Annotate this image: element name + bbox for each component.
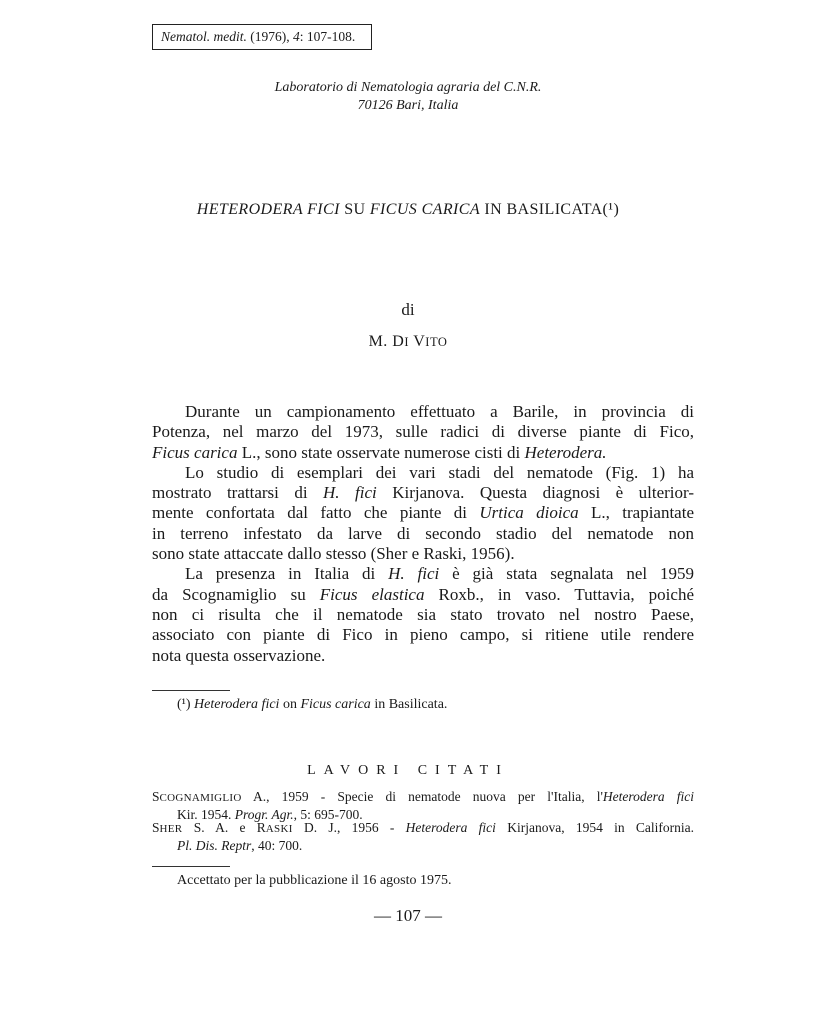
text-line: associato con piante di Fico in pieno campo, si ritiene utile rendere (152, 625, 694, 645)
text-span: mente confortata dal fatto che piante di (152, 503, 480, 523)
journal-pages: : 107-108. (299, 29, 356, 44)
title-part-4: IN BASILICATA (480, 201, 603, 218)
footnote-mark: (¹) (177, 697, 191, 712)
reference-line (152, 789, 694, 807)
paper-title (0, 201, 816, 219)
author-initial: M. D (368, 333, 405, 350)
author-surname-b-small: ITO (425, 335, 448, 349)
text-line: Lo studio di esemplari dei vari stadi del nematode (Fig. 1) ha (185, 462, 694, 482)
text-line (152, 443, 694, 463)
title-part-2: SU (339, 201, 370, 218)
text-span: La presenza in Italia di (185, 564, 389, 584)
text-span: Roxb., in vaso. Tuttavia, poiché (424, 584, 694, 604)
italic-text: Heterodera fici (194, 697, 280, 712)
reference-item (152, 789, 694, 822)
text-span: in Basilicata. (370, 697, 448, 712)
references-heading: LAVORI CITATI (307, 763, 509, 778)
text-line: nota questa osservazione. (152, 645, 326, 665)
acceptance-note: Accettato per la pubblicazione il 16 agosto 1975. (177, 873, 452, 888)
title-part-1: HETERODERA FICI (196, 201, 340, 218)
journal-year: (1976), (246, 29, 293, 44)
text-span: mostrato trattarsi di (152, 483, 324, 503)
text-span: , 40: 700. (251, 837, 303, 853)
footnote (177, 697, 447, 713)
author-smallcaps: HER (159, 823, 183, 835)
italic-text: Ficus elastica (319, 584, 425, 604)
journal-name: Nematol. medit. (161, 29, 247, 44)
title-footnote-mark: (¹) (602, 201, 620, 218)
italic-text: H. fici (388, 564, 440, 584)
body-text (152, 402, 694, 666)
text-line: in terreno infestato da larve di secondo stadio del nematode non (152, 523, 694, 543)
affiliation-line-1: Laboratorio di Nematologia agraria del C.N.R. (274, 80, 542, 95)
accepted-divider (152, 866, 230, 867)
italic-text: H. fici (323, 483, 377, 503)
text-span: Kirjanova. Questa diagnosi è ulterior- (376, 483, 694, 503)
author-surname-b: V (409, 333, 426, 350)
text-line: Durante un campionamento effettuato a Barile, in provincia di (185, 402, 694, 421)
page-number: — 107 — (374, 906, 442, 925)
reference-item (152, 820, 694, 853)
text-line (152, 585, 694, 605)
reference-line (152, 838, 694, 854)
italic-text: Heterodera fici (602, 789, 694, 804)
text-span: L., trapiantate (578, 503, 694, 523)
text-span: A., 1959 - Specie di nematode nuova per l'Italia, l' (241, 789, 603, 804)
byline-di: di (401, 300, 415, 319)
italic-text: Heterodera fici (405, 820, 496, 835)
text-line (152, 503, 694, 523)
text-span: S. A. e (182, 820, 257, 835)
text-span: on (279, 697, 301, 712)
journal-citation-box (152, 24, 372, 50)
text-line (152, 483, 694, 503)
italic-text: Urtica dioica (479, 503, 579, 523)
text-line: Potenza, nel marzo del 1973, sulle radici di diverse piante di Fico, (152, 422, 694, 442)
italic-text: Pl. Dis. Reptr (177, 837, 252, 853)
text-span: D. J., 1956 - (292, 820, 406, 835)
affiliation-line-2: 70126 Bari, Italia (357, 98, 459, 113)
text-span: Kir. 1954. (177, 806, 235, 822)
text-line: sono state attaccate dallo stesso (Sher e Raski, 1956). (152, 544, 515, 564)
author-smallcaps: ASKI (265, 823, 293, 835)
journal-volume: 4 (293, 29, 300, 44)
italic-text: Ficus carica (152, 442, 238, 462)
text-line (152, 564, 694, 584)
italic-text: Ficus carica (300, 697, 371, 712)
author-surname-a: I (404, 335, 410, 349)
author-cap: S (152, 789, 160, 804)
italic-text: Heterodera. (524, 442, 607, 462)
author-cap: R (256, 820, 266, 835)
author-smallcaps: COGNAMIGLIO (159, 792, 242, 804)
author-name (0, 333, 816, 351)
reference-line (152, 820, 694, 838)
text-span: L., sono state osservate numerose cisti di (237, 442, 525, 462)
text-line: non ci risulta che il nematode sia stato trovato nel nostro Paese, (152, 604, 694, 624)
title-part-3: FICUS CARICA (369, 201, 480, 218)
text-span: , 5: 695-700. (293, 806, 363, 822)
text-span: è già stata segnalata nel 1959 (439, 564, 694, 584)
author-cap: S (152, 820, 160, 835)
italic-text: Progr. Agr. (234, 806, 294, 822)
text-span: da Scognamiglio su (152, 584, 320, 604)
text-span: Kirjanova, 1954 in California. (495, 820, 694, 835)
footnote-divider (152, 690, 230, 691)
